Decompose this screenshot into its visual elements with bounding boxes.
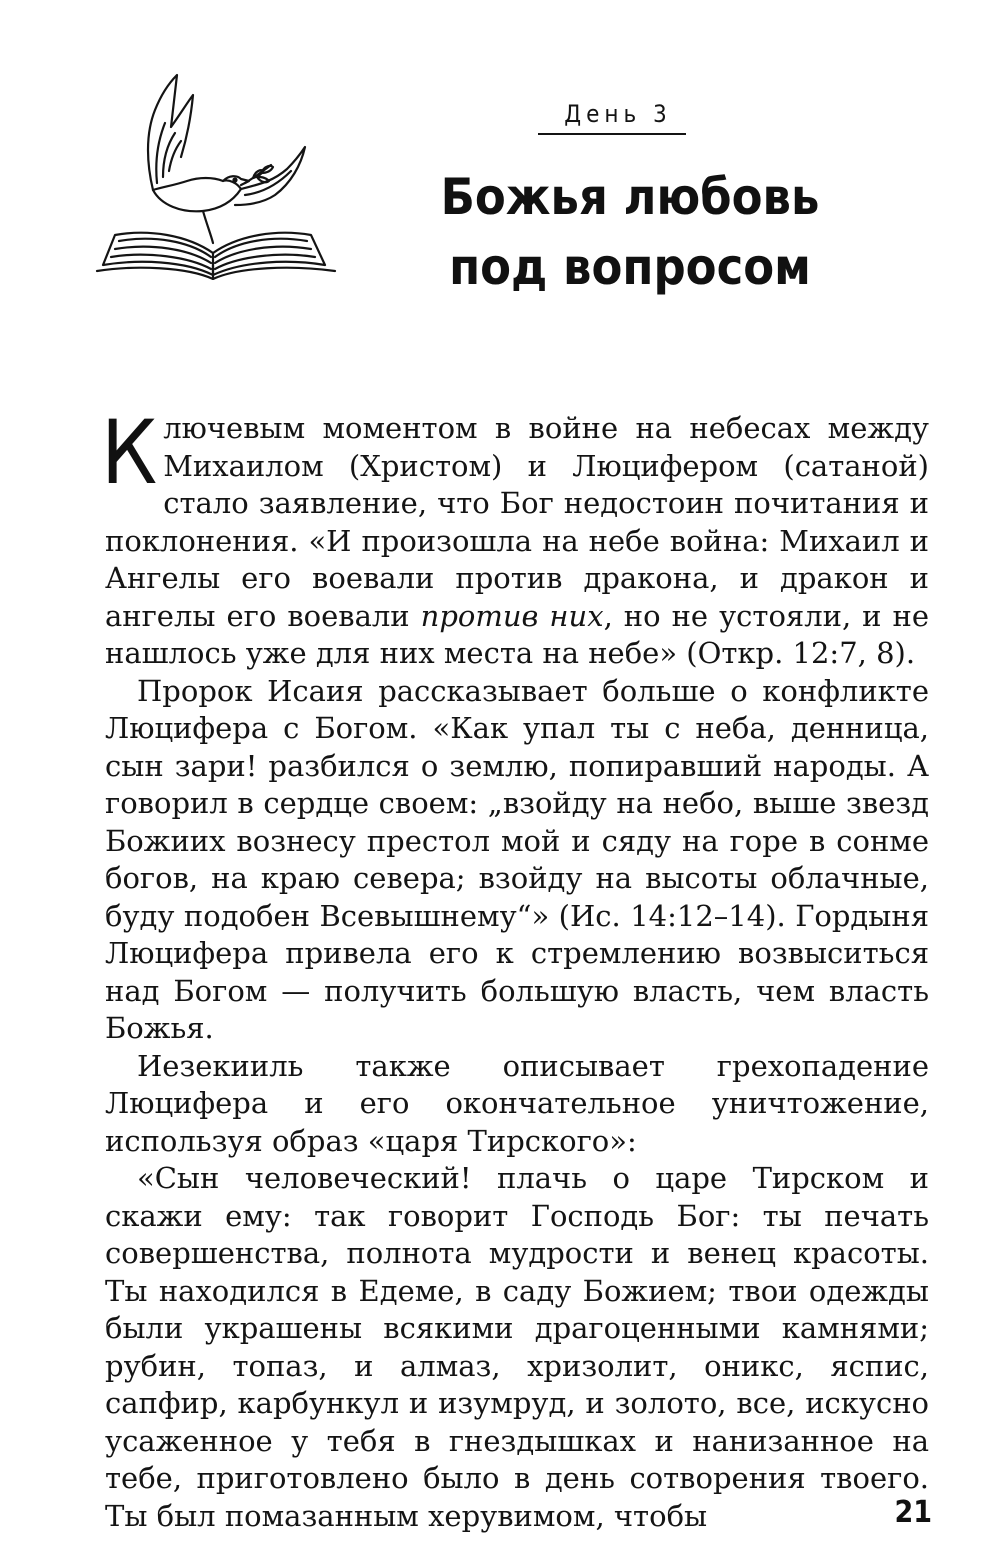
paragraph-1-text-b: , но не устояли, и не нашлось уже для них места на небе» (Откр. 12:7, 8). bbox=[105, 598, 930, 670]
paragraph-1-text-a: лючевым моментом в войне на небесах между Михаилом (Христом) и Люцифером (сатаной) стало заявление, что Бог недостоин почитания и поклонения. «И произошла на небе война: Михаил и Ангелы его воевали против дракона, и дракон и ангелы его воевали bbox=[105, 411, 929, 633]
body-text bbox=[101, 401, 930, 1535]
paragraph-1-italic: против них bbox=[420, 598, 604, 633]
chapter-title-line-1: Божья любовь bbox=[440, 168, 820, 226]
day-label-underline bbox=[538, 133, 686, 135]
paragraph-1 bbox=[101, 401, 930, 673]
page-number: 21 bbox=[894, 1495, 932, 1530]
chapter-title-line-2: под вопросом bbox=[449, 238, 811, 296]
paragraph-3: Иезекииль также описывает грехопадение Люцифера и его окончательное уничтожение, используя образ «царя Тирского»: bbox=[105, 1048, 929, 1158]
drop-cap: К bbox=[101, 401, 158, 504]
paragraph-2: Пророк Исаия рассказывает больше о конфликте Люцифера с Богом. «Как упал ты с неба, денница, сын зари! разбился о землю, попиравший народы. А говорил в сердце своем: „взойду на небо, выше звезд Божиих вознесу престол мой и сяду на горе в сонме богов, на краю севера; взойду на высоты облачные, буду подобен Всевышнему“» (Ис. 14:12–14). Гордыня Люцифера привела его к стремлению возвыситься над Богом — получить большую власть, чем власть Божья. bbox=[105, 673, 929, 1045]
dove-over-open-book-icon bbox=[95, 65, 340, 280]
day-label: День 3 bbox=[564, 100, 672, 128]
chapter-title bbox=[400, 162, 860, 302]
paragraph-4: «Сын человеческий! плачь о царе Тирском и скажи ему: так говорит Господь Бог: ты печать совершенства, полнота мудрости и венец красоты. Ты находился в Едеме, в саду Божием; твои одежды были украшены всякими драгоценными камнями; рубин, топаз, и алмаз, хризолит, оникс, яспис, сапфир, карбункул и изумруд, и золото, все, искусно усаженное у тебя в гнездышках и нанизанное на тебе, приготовлено было в день сотворения твоего. Ты был помазанным херувимом, чтобы bbox=[105, 1161, 929, 1533]
